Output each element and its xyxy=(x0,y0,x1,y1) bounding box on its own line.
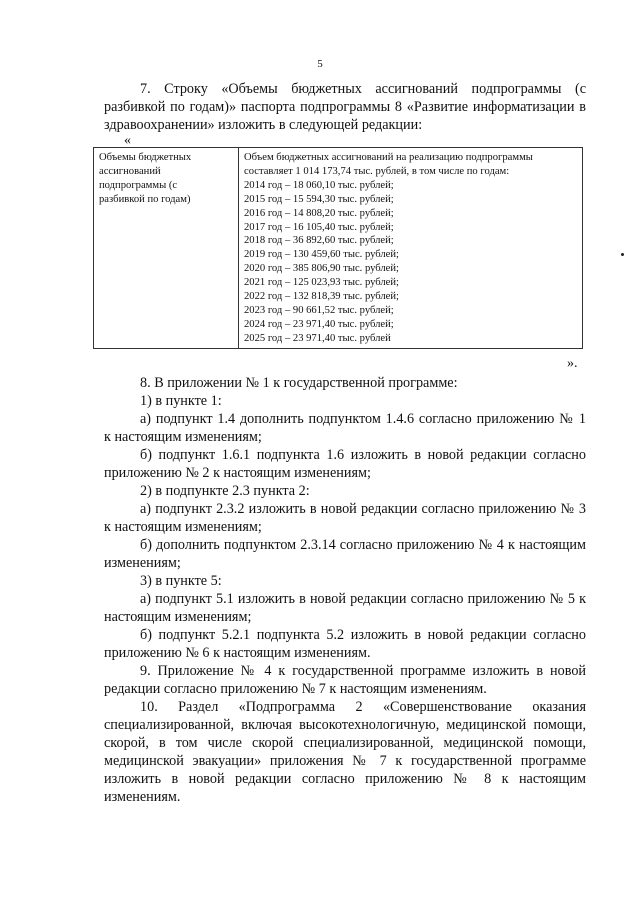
item7-line-2: разбивкой по годам)» паспорта подпрограммы 8 «Развитие информатизации в xyxy=(104,99,586,115)
item10-line-5: изложить в новой редакции согласно приложению № 8 к настоящим xyxy=(104,771,586,787)
item8-line-15: б) подпункт 5.2.1 подпункта 5.2 изложить в новой редакции согласно xyxy=(140,627,586,643)
item10-line-2: специализированной, включая высокотехнологичную, медицинской помощи, xyxy=(104,717,586,733)
item10-line-3: скорой, в том числе скорой специализированной, медицинской помощи, xyxy=(104,735,586,751)
page-number: 5 xyxy=(317,58,323,70)
item8-line-1: 8. В приложении № 1 к государственной программе: xyxy=(140,375,458,391)
year-line: 2014 год – 18 060,10 тыс. рублей; xyxy=(244,179,394,191)
year-line: 2017 год – 16 105,40 тыс. рублей; xyxy=(244,221,394,233)
intro-line: Объем бюджетных ассигнований на реализацию подпрограммы xyxy=(244,152,533,163)
close-quote: ». xyxy=(567,356,578,371)
item8-line-7: 2) в подпункте 2.3 пункта 2: xyxy=(140,483,310,499)
item8-line-14: настоящим изменениям; xyxy=(104,609,252,625)
item8-line-13: а) подпункт 5.1 изложить в новой редакции согласно приложению № 5 к xyxy=(140,591,586,607)
budget-values-cell xyxy=(239,148,583,349)
scan-speck xyxy=(621,253,624,256)
item8-line-6: приложению № 2 к настоящим изменениям; xyxy=(104,465,371,481)
item10-line-1: 10. Раздел «Подпрограмма 2 «Совершенствование оказания xyxy=(140,699,586,715)
item8-line-3: а) подпункт 1.4 дополнить подпунктом 1.4.6 согласно приложению № 1 xyxy=(140,411,586,427)
item8-line-8: а) подпункт 2.3.2 изложить в новой редакции согласно приложению № 3 xyxy=(140,501,586,517)
year-line: 2024 год – 23 971,40 тыс. рублей; xyxy=(244,318,394,330)
item8-line-10: б) дополнить подпунктом 2.3.14 согласно приложению № 4 к настоящим xyxy=(140,537,586,553)
year-line: 2023 год – 90 661,52 тыс. рублей; xyxy=(244,304,394,316)
table-row xyxy=(94,148,583,349)
year-line: 2025 год – 23 971,40 тыс. рублей xyxy=(244,332,391,344)
budget-table xyxy=(93,147,583,349)
item8-line-9: к настоящим изменениям; xyxy=(104,519,262,535)
year-line: 2021 год – 125 023,93 тыс. рублей; xyxy=(244,277,400,289)
item8-line-11: изменениям; xyxy=(104,555,181,571)
item10-line-4: медицинской эвакуации» приложения № 7 к государственной программе xyxy=(104,753,586,769)
year-line: 2015 год – 15 594,30 тыс. рублей; xyxy=(244,193,394,205)
label-line: разбивкой по годам) xyxy=(99,193,191,205)
item10-line-6: изменениям. xyxy=(104,789,181,805)
item8-line-4: к настоящим изменениям; xyxy=(104,429,262,445)
item7-line-1: 7. Строку «Объемы бюджетных ассигнований подпрограммы (с xyxy=(140,81,586,97)
item8-line-5: б) подпункт 1.6.1 подпункта 1.6 изложить в новой редакции согласно xyxy=(140,447,586,463)
item7-line-3: здравоохранении» изложить в следующей редакции: xyxy=(104,117,423,133)
year-line: 2020 год – 385 806,90 тыс. рублей; xyxy=(244,263,400,275)
item8-line-16: приложению № 6 к настоящим изменениям. xyxy=(104,645,371,661)
label-line: ассигнований xyxy=(99,165,161,177)
year-line: 2016 год – 14 808,20 тыс. рублей; xyxy=(244,207,394,219)
item8-line-2: 1) в пункте 1: xyxy=(140,393,222,409)
year-line: 2018 год – 36 892,60 тыс. рублей; xyxy=(244,235,394,247)
label-line: Объемы бюджетных xyxy=(99,152,192,163)
item9-line-1: 9. Приложение № 4 к государственной программе изложить в новой xyxy=(140,663,586,679)
intro-line: составляет 1 014 173,74 тыс. рублей, в том числе по годам: xyxy=(244,165,510,177)
year-line: 2019 год – 130 459,60 тыс. рублей; xyxy=(244,249,400,261)
year-line: 2022 год – 132 818,39 тыс. рублей; xyxy=(244,291,400,303)
item8-line-12: 3) в пункте 5: xyxy=(140,573,222,589)
item9-line-2: редакции согласно приложению № 7 к настоящим изменениям. xyxy=(104,681,487,697)
label-line: подпрограммы (с xyxy=(99,179,178,191)
open-quote: « xyxy=(124,133,131,148)
budget-label-cell xyxy=(94,148,239,349)
